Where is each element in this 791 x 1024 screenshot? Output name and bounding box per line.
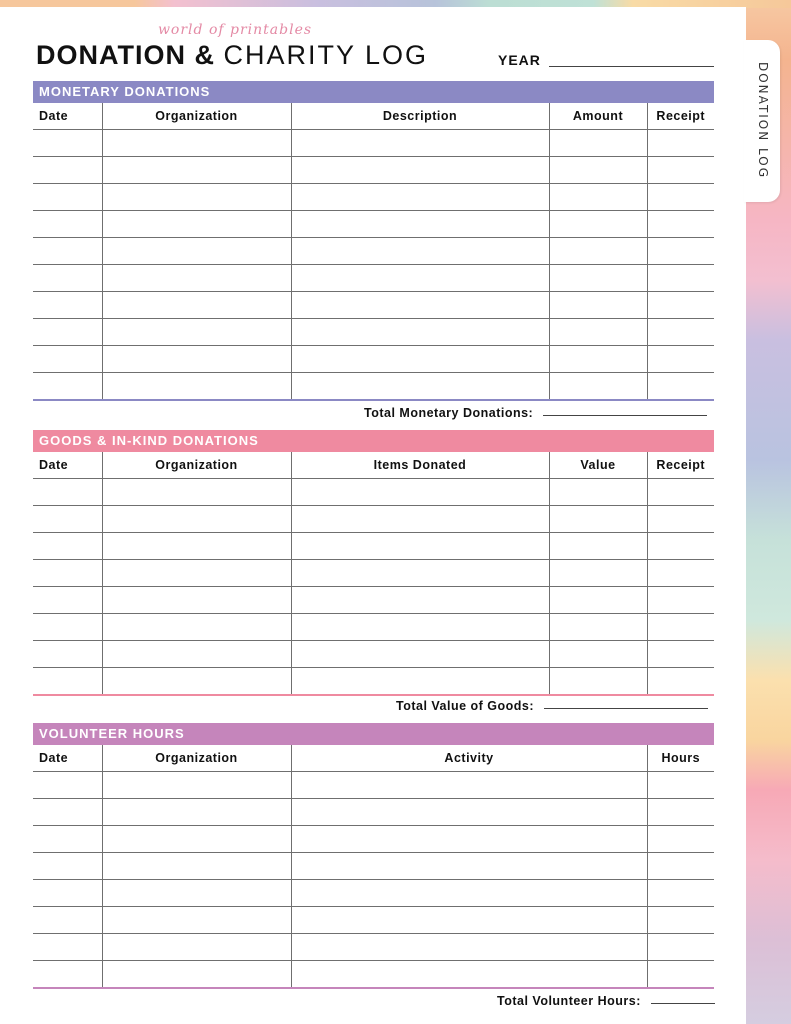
volunteer-total-label: Total Volunteer Hours: <box>497 994 641 1008</box>
volunteer-table <box>33 745 714 989</box>
table-row <box>33 319 714 346</box>
table-cell[interactable] <box>33 853 102 880</box>
table-cell[interactable] <box>291 373 549 401</box>
col-date: Date <box>33 452 102 479</box>
table-cell[interactable] <box>291 238 549 265</box>
table-cell[interactable] <box>102 587 291 614</box>
table-row <box>33 292 714 319</box>
table-cell[interactable] <box>102 238 291 265</box>
table-cell[interactable] <box>549 373 647 401</box>
table-cell[interactable] <box>291 668 549 696</box>
table-cell[interactable] <box>102 373 291 401</box>
table-row <box>33 265 714 292</box>
table-cell[interactable] <box>33 907 102 934</box>
col-receipt: Receipt <box>647 103 714 130</box>
table-cell[interactable] <box>647 641 714 668</box>
table-row <box>33 587 714 614</box>
table-cell[interactable] <box>291 853 647 880</box>
table-cell[interactable] <box>647 533 714 560</box>
col-value: Value <box>549 452 647 479</box>
table-cell[interactable] <box>549 587 647 614</box>
table-cell[interactable] <box>291 184 549 211</box>
table-cell[interactable] <box>102 614 291 641</box>
table-cell[interactable] <box>102 346 291 373</box>
table-cell[interactable] <box>291 907 647 934</box>
table-cell[interactable] <box>33 130 102 157</box>
col-hours: Hours <box>647 745 714 772</box>
table-cell[interactable] <box>102 211 291 238</box>
table-cell[interactable] <box>291 934 647 961</box>
goods-total-label: Total Value of Goods: <box>396 699 535 713</box>
table-cell[interactable] <box>549 506 647 533</box>
table-cell[interactable] <box>549 238 647 265</box>
table-cell[interactable] <box>102 560 291 587</box>
table-row <box>33 614 714 641</box>
table-cell[interactable] <box>647 506 714 533</box>
volunteer-total <box>497 994 715 1008</box>
table-cell[interactable] <box>549 292 647 319</box>
table-cell[interactable] <box>647 157 714 184</box>
goods-table <box>33 452 714 696</box>
table-cell[interactable] <box>33 373 102 401</box>
side-tab-label: DONATION LOG <box>756 62 770 180</box>
table-cell[interactable] <box>33 772 102 799</box>
table-cell[interactable] <box>33 560 102 587</box>
table-row <box>33 668 714 696</box>
table-row <box>33 799 714 826</box>
table-row <box>33 826 714 853</box>
table-cell[interactable] <box>102 799 291 826</box>
table-cell[interactable] <box>549 265 647 292</box>
monetary-total-input-line[interactable] <box>543 415 707 416</box>
monetary-header: MONETARY DONATIONS <box>33 81 714 103</box>
table-cell[interactable] <box>647 826 714 853</box>
table-row <box>33 907 714 934</box>
col-amount: Amount <box>549 103 647 130</box>
table-cell[interactable] <box>647 907 714 934</box>
table-cell[interactable] <box>647 772 714 799</box>
table-cell[interactable] <box>33 184 102 211</box>
col-receipt: Receipt <box>647 452 714 479</box>
table-cell[interactable] <box>291 880 647 907</box>
table-row <box>33 211 714 238</box>
table-cell[interactable] <box>647 961 714 989</box>
table-cell[interactable] <box>33 211 102 238</box>
table-cell[interactable] <box>647 346 714 373</box>
table-cell[interactable] <box>291 157 549 184</box>
title-bold: DONATION & <box>36 40 215 70</box>
year-label: YEAR <box>498 52 541 68</box>
col-organization: Organization <box>102 452 291 479</box>
table-cell[interactable] <box>647 211 714 238</box>
table-cell[interactable] <box>33 934 102 961</box>
table-cell[interactable] <box>291 346 549 373</box>
col-items-donated: Items Donated <box>291 452 549 479</box>
table-row <box>33 934 714 961</box>
table-cell[interactable] <box>33 880 102 907</box>
table-cell[interactable] <box>33 265 102 292</box>
table-cell[interactable] <box>291 292 549 319</box>
table-cell[interactable] <box>102 130 291 157</box>
title-light: CHARITY LOG <box>223 40 429 70</box>
table-cell[interactable] <box>291 826 647 853</box>
table-cell[interactable] <box>549 184 647 211</box>
table-row <box>33 560 714 587</box>
table-cell[interactable] <box>33 587 102 614</box>
table-cell[interactable] <box>33 238 102 265</box>
table-cell[interactable] <box>291 211 549 238</box>
table-row <box>33 533 714 560</box>
table-row <box>33 130 714 157</box>
table-row <box>33 238 714 265</box>
table-row <box>33 184 714 211</box>
table-cell[interactable] <box>549 211 647 238</box>
monetary-total-label: Total Monetary Donations: <box>364 406 534 420</box>
table-cell[interactable] <box>102 641 291 668</box>
goods-header: GOODS & IN-KIND DONATIONS <box>33 430 714 452</box>
table-cell[interactable] <box>647 479 714 506</box>
table-row <box>33 373 714 401</box>
table-cell[interactable] <box>549 479 647 506</box>
table-cell[interactable] <box>647 614 714 641</box>
table-cell[interactable] <box>291 799 647 826</box>
table-cell[interactable] <box>647 319 714 346</box>
table-cell[interactable] <box>647 238 714 265</box>
goods-total <box>396 699 708 713</box>
table-cell[interactable] <box>33 157 102 184</box>
table-cell[interactable] <box>102 533 291 560</box>
monetary-rows <box>33 130 714 401</box>
table-cell[interactable] <box>291 130 549 157</box>
table-cell[interactable] <box>102 265 291 292</box>
goods-rows <box>33 479 714 696</box>
volunteer-total-input-line[interactable] <box>651 1003 715 1004</box>
side-tab-label-wrap <box>746 40 780 202</box>
table-cell[interactable] <box>102 934 291 961</box>
table-cell[interactable] <box>549 668 647 696</box>
table-row <box>33 479 714 506</box>
table-cell[interactable] <box>647 184 714 211</box>
table-cell[interactable] <box>647 799 714 826</box>
brand-logo: world of printables <box>157 22 313 38</box>
table-cell[interactable] <box>291 319 549 346</box>
table-cell[interactable] <box>33 668 102 696</box>
table-cell[interactable] <box>33 961 102 989</box>
table-cell[interactable] <box>549 614 647 641</box>
col-description: Description <box>291 103 549 130</box>
table-cell[interactable] <box>33 641 102 668</box>
table-cell[interactable] <box>291 506 549 533</box>
table-cell[interactable] <box>33 826 102 853</box>
table-row <box>33 880 714 907</box>
volunteer-hours-section <box>33 723 714 989</box>
volunteer-rows <box>33 772 714 989</box>
table-cell[interactable] <box>647 130 714 157</box>
year-input-line[interactable] <box>549 66 714 67</box>
table-row <box>33 772 714 799</box>
table-cell[interactable] <box>647 853 714 880</box>
table-cell[interactable] <box>549 346 647 373</box>
table-cell[interactable] <box>33 479 102 506</box>
table-cell[interactable] <box>647 560 714 587</box>
table-row <box>33 506 714 533</box>
table-row <box>33 157 714 184</box>
table-cell[interactable] <box>647 880 714 907</box>
table-cell[interactable] <box>102 506 291 533</box>
table-cell[interactable] <box>291 560 549 587</box>
table-cell[interactable] <box>102 880 291 907</box>
table-row <box>33 346 714 373</box>
goods-total-input-line[interactable] <box>544 708 708 709</box>
table-cell[interactable] <box>549 560 647 587</box>
table-cell[interactable] <box>33 346 102 373</box>
monetary-total <box>364 406 707 420</box>
table-cell[interactable] <box>33 614 102 641</box>
table-cell[interactable] <box>102 292 291 319</box>
table-cell[interactable] <box>549 157 647 184</box>
col-date: Date <box>33 103 102 130</box>
table-cell[interactable] <box>102 479 291 506</box>
table-cell[interactable] <box>102 961 291 989</box>
table-cell[interactable] <box>647 292 714 319</box>
table-cell[interactable] <box>33 506 102 533</box>
table-cell[interactable] <box>647 587 714 614</box>
table-cell[interactable] <box>33 533 102 560</box>
volunteer-header: VOLUNTEER HOURS <box>33 723 714 745</box>
table-cell[interactable] <box>549 319 647 346</box>
table-cell[interactable] <box>549 130 647 157</box>
col-date: Date <box>33 745 102 772</box>
table-cell[interactable] <box>549 641 647 668</box>
goods-donations-section <box>33 430 714 696</box>
table-cell[interactable] <box>291 533 549 560</box>
col-activity: Activity <box>291 745 647 772</box>
page-title <box>36 40 428 71</box>
table-cell[interactable] <box>33 799 102 826</box>
table-cell[interactable] <box>291 641 549 668</box>
table-cell[interactable] <box>291 961 647 989</box>
table-cell[interactable] <box>102 772 291 799</box>
table-cell[interactable] <box>102 319 291 346</box>
monetary-donations-section <box>33 81 714 401</box>
table-cell[interactable] <box>102 853 291 880</box>
table-row <box>33 641 714 668</box>
table-cell[interactable] <box>33 319 102 346</box>
table-cell[interactable] <box>102 184 291 211</box>
table-cell[interactable] <box>291 587 549 614</box>
table-row <box>33 853 714 880</box>
table-cell[interactable] <box>291 265 549 292</box>
table-cell[interactable] <box>102 907 291 934</box>
col-organization: Organization <box>102 103 291 130</box>
table-cell[interactable] <box>647 668 714 696</box>
table-cell[interactable] <box>549 533 647 560</box>
table-cell[interactable] <box>647 265 714 292</box>
monetary-table <box>33 103 714 401</box>
table-cell[interactable] <box>33 292 102 319</box>
table-cell[interactable] <box>102 826 291 853</box>
table-cell[interactable] <box>102 668 291 696</box>
table-cell[interactable] <box>291 772 647 799</box>
table-cell[interactable] <box>291 614 549 641</box>
table-cell[interactable] <box>102 157 291 184</box>
table-cell[interactable] <box>291 479 549 506</box>
col-organization: Organization <box>102 745 291 772</box>
table-cell[interactable] <box>647 373 714 401</box>
table-row <box>33 961 714 989</box>
table-cell[interactable] <box>647 934 714 961</box>
